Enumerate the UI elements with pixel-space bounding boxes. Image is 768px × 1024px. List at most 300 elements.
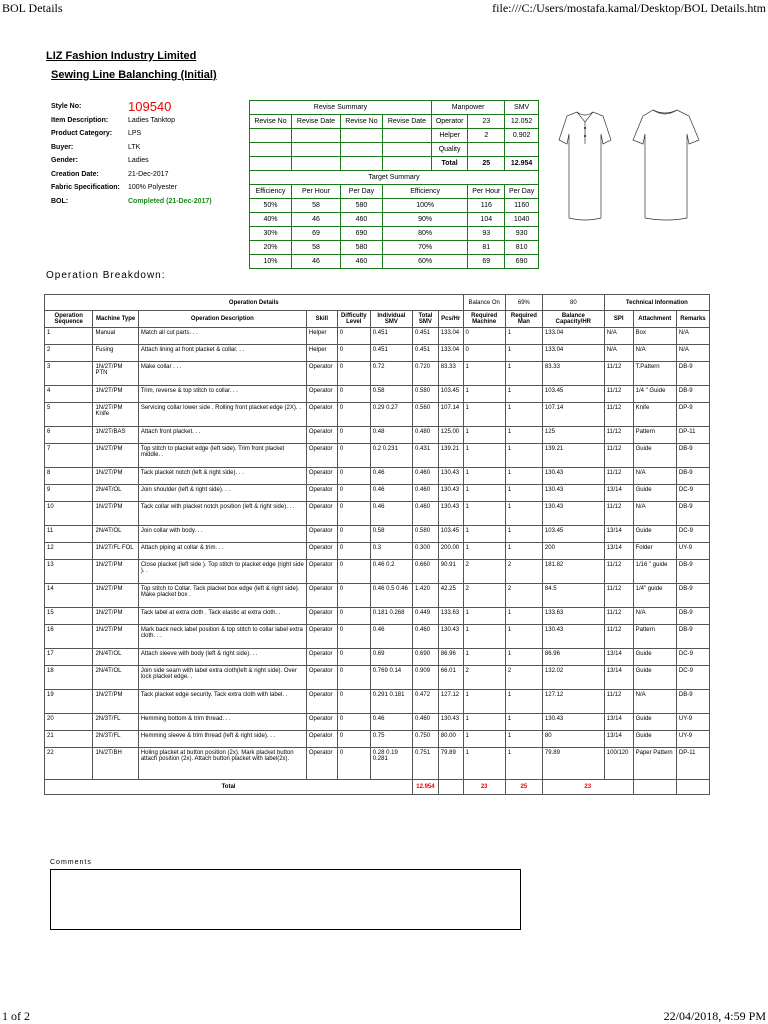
individual-smv-cell: 0.46 xyxy=(370,625,412,649)
req-man-cell: 1 xyxy=(505,502,542,526)
pcs-per-hr-cell: 86.96 xyxy=(438,649,463,666)
efficiency-header: Efficiency xyxy=(250,185,292,199)
difficulty-cell: 0 xyxy=(337,714,370,731)
op-seq-cell: 22 xyxy=(45,748,93,780)
table-row xyxy=(45,625,710,649)
col-header: Operation Sequence xyxy=(45,311,93,328)
attachment-cell: Guide xyxy=(633,666,676,690)
pcs-per-hr-cell: 103.45 xyxy=(438,386,463,403)
machine-type-cell: 1N/2T/PM xyxy=(93,584,138,608)
req-man-cell: 2 xyxy=(505,560,542,584)
shirt-front-sketch xyxy=(559,112,611,220)
total-smv-cell: 0.449 xyxy=(413,608,439,625)
col-header: Skill xyxy=(306,311,337,328)
info-label: BOL: xyxy=(51,197,69,205)
browser-title: BOL Details xyxy=(2,1,63,15)
info-row xyxy=(51,168,238,182)
skill-cell: Operator xyxy=(306,502,337,526)
skill-cell: Operator xyxy=(306,362,337,386)
difficulty-cell: 0 xyxy=(337,731,370,748)
op-description-cell: Tack label at extra cloth . Tack elastic at extra cloth. . xyxy=(138,608,306,625)
balance-capacity-cell: 130.43 xyxy=(542,468,604,485)
difficulty-cell: 0 xyxy=(337,649,370,666)
info-label: Style No: xyxy=(51,103,82,110)
target-per-day: 580 xyxy=(340,199,382,213)
target-per-hour: 93 xyxy=(468,227,505,241)
difficulty-cell: 0 xyxy=(337,328,370,345)
skill-cell: Operator xyxy=(306,690,337,714)
req-man-cell: 1 xyxy=(505,403,542,427)
target-eff: 20% xyxy=(250,241,292,255)
operator-smv: 12.052 xyxy=(505,115,539,129)
balance-capacity-cell: 181.82 xyxy=(542,560,604,584)
op-seq-cell: 19 xyxy=(45,690,93,714)
col-header: Required Man xyxy=(505,311,542,328)
table-row xyxy=(45,485,710,502)
op-description-cell: Attach sleeve with body (left & right side). . . xyxy=(138,649,306,666)
remarks-cell: DB-9 xyxy=(676,386,709,403)
total-smv-cell: 0.431 xyxy=(413,444,439,468)
op-seq-cell: 21 xyxy=(45,731,93,748)
individual-smv-cell: 0.69 xyxy=(370,649,412,666)
op-description-cell: Mark back neck label position & top stitch to collar label extra cloth. . . xyxy=(138,625,306,649)
total-smv-cell: 0.451 xyxy=(413,328,439,345)
target-per-hour: 46 xyxy=(292,255,341,269)
skill-cell: Helper xyxy=(306,328,337,345)
individual-smv-cell: 0.769 0.14 xyxy=(370,666,412,690)
table-row xyxy=(45,608,710,625)
remarks-cell: DB-9 xyxy=(676,690,709,714)
total-smv: 12.954 xyxy=(505,157,539,171)
total-smv-cell: 0.451 xyxy=(413,345,439,362)
balance-capacity-cell: 133.04 xyxy=(542,328,604,345)
req-machine-cell: 1 xyxy=(463,690,505,714)
target-per-hour: 81 xyxy=(468,241,505,255)
balance-value: 80 xyxy=(542,295,604,311)
difficulty-cell: 0 xyxy=(337,584,370,608)
machine-type-cell: 1N/2T/PM xyxy=(93,608,138,625)
per-hour-header: Per Hour xyxy=(292,185,341,199)
comments-label: Comments xyxy=(50,859,92,866)
col-header: Attachment xyxy=(633,311,676,328)
balance-capacity-cell: 103.45 xyxy=(542,526,604,543)
req-man-cell: 1 xyxy=(505,386,542,403)
info-value: Ladies Tanktop xyxy=(128,116,175,124)
req-machine-cell: 1 xyxy=(463,444,505,468)
remarks-cell: DC-9 xyxy=(676,649,709,666)
pcs-per-hr-cell: 80.00 xyxy=(438,731,463,748)
op-seq-cell: 13 xyxy=(45,560,93,584)
table-row xyxy=(45,690,710,714)
difficulty-cell: 0 xyxy=(337,625,370,649)
target-per-hour: 69 xyxy=(468,255,505,269)
info-row xyxy=(51,154,238,168)
balance-capacity-cell: 133.04 xyxy=(542,345,604,362)
machine-type-cell: Manual xyxy=(93,328,138,345)
table-row xyxy=(45,560,710,584)
pcs-per-hr-cell: 139.21 xyxy=(438,444,463,468)
req-machine-cell: 1 xyxy=(463,608,505,625)
print-datetime: 22/04/2018, 4:59 PM xyxy=(663,1009,766,1023)
table-row xyxy=(45,714,710,731)
skill-cell: Operator xyxy=(306,485,337,502)
balance-on-label: Balance On xyxy=(463,295,505,311)
individual-smv-cell: 0.291 0.181 xyxy=(370,690,412,714)
pcs-per-hr-cell: 200.00 xyxy=(438,543,463,560)
op-description-cell: Hemming bottom & trim thread. . . xyxy=(138,714,306,731)
req-machine-cell: 1 xyxy=(463,649,505,666)
remarks-cell: DB-9 xyxy=(676,362,709,386)
balance-capacity-cell: 125 xyxy=(542,427,604,444)
table-row xyxy=(45,649,710,666)
info-label: Item Description: xyxy=(51,116,109,124)
individual-smv-cell: 0.28 0.19 0.281 xyxy=(370,748,412,780)
table-row xyxy=(45,362,710,386)
req-man-cell: 2 xyxy=(505,584,542,608)
op-description-cell: Join side seam with label extra cloth(left & right side). Over lock placket edge. . xyxy=(138,666,306,690)
table-row xyxy=(45,731,710,748)
total-spi: 23 xyxy=(542,780,633,795)
target-row xyxy=(250,241,539,255)
spi-cell: 13/14 xyxy=(604,485,633,502)
req-machine-cell: 1 xyxy=(463,731,505,748)
pcs-per-hr-cell: 133.63 xyxy=(438,608,463,625)
machine-type-cell: 1N/2T/PM PTN xyxy=(93,362,138,386)
req-machine-cell: 1 xyxy=(463,427,505,444)
pcs-per-hr-cell: 130.43 xyxy=(438,625,463,649)
spi-cell: 13/14 xyxy=(604,649,633,666)
per-day-header: Per Day xyxy=(340,185,382,199)
pcs-per-hr-cell: 125.00 xyxy=(438,427,463,444)
machine-type-cell: 1N/2T/BAS xyxy=(93,427,138,444)
report-subtitle: Sewing Line Balanching (Initial) xyxy=(51,69,217,81)
req-man-cell: 1 xyxy=(505,608,542,625)
machine-type-cell: 1N/2T/PM xyxy=(93,386,138,403)
op-seq-cell: 10 xyxy=(45,502,93,526)
difficulty-cell: 0 xyxy=(337,526,370,543)
total-smv-cell: 0.720 xyxy=(413,362,439,386)
skill-cell: Operator xyxy=(306,748,337,780)
operation-breakdown-title: Operation Breakdown: xyxy=(46,270,166,281)
op-seq-cell: 5 xyxy=(45,403,93,427)
individual-smv-cell: 0.2 0.231 xyxy=(370,444,412,468)
req-man-cell: 1 xyxy=(505,345,542,362)
helper-count: 2 xyxy=(468,129,505,143)
browser-footer xyxy=(0,1008,768,1024)
bol-status: Completed (21-Dec-2017) xyxy=(128,197,212,205)
pcs-per-hr-cell: 130.43 xyxy=(438,714,463,731)
spi-cell: 11/12 xyxy=(604,625,633,649)
remarks-cell: N/A xyxy=(676,328,709,345)
individual-smv-cell: 0.48 xyxy=(370,427,412,444)
spi-cell: 11/12 xyxy=(604,468,633,485)
pcs-per-hr-cell: 107.14 xyxy=(438,403,463,427)
req-man-cell: 1 xyxy=(505,543,542,560)
spi-cell: 11/12 xyxy=(604,584,633,608)
balance-capacity-cell: 132.02 xyxy=(542,666,604,690)
op-description-cell: Join collar with body. . . xyxy=(138,526,306,543)
individual-smv-cell: 0.29 0.27 xyxy=(370,403,412,427)
machine-type-cell: 1N/2T/PM xyxy=(93,468,138,485)
operation-table xyxy=(44,294,710,795)
req-machine-cell: 1 xyxy=(463,386,505,403)
difficulty-cell: 0 xyxy=(337,485,370,502)
total-smv-cell: 0.480 xyxy=(413,427,439,444)
req-machine-cell: 1 xyxy=(463,362,505,386)
helper-smv: 0.902 xyxy=(505,129,539,143)
op-seq-cell: 11 xyxy=(45,526,93,543)
info-value: LPS xyxy=(128,130,142,137)
total-smv-cell: 0.750 xyxy=(413,731,439,748)
col-header: Pcs/Hr xyxy=(438,311,463,328)
spi-cell: 11/12 xyxy=(604,502,633,526)
op-seq-cell: 20 xyxy=(45,714,93,731)
col-header: Remarks xyxy=(676,311,709,328)
target-per-hour: 116 xyxy=(468,199,505,213)
balance-capacity-cell: 127.12 xyxy=(542,690,604,714)
op-seq-cell: 2 xyxy=(45,345,93,362)
individual-smv-cell: 0.46 xyxy=(370,485,412,502)
helper-label: Helper xyxy=(431,129,467,143)
info-label: Product Category: xyxy=(51,130,113,137)
attachment-cell: 1/4 " Guide xyxy=(633,386,676,403)
machine-type-cell: Fusing xyxy=(93,345,138,362)
spi-cell: 11/12 xyxy=(604,427,633,444)
difficulty-cell: 0 xyxy=(337,345,370,362)
pcs-per-hr-cell: 103.45 xyxy=(438,526,463,543)
machine-type-cell: 2N/4T/OL xyxy=(93,666,138,690)
operator-count: 23 xyxy=(468,115,505,129)
company-name: LIZ Fashion Industry Limited xyxy=(46,50,197,62)
balance-capacity-cell: 86.96 xyxy=(542,649,604,666)
table-row xyxy=(45,468,710,485)
balance-capacity-cell: 83.33 xyxy=(542,362,604,386)
difficulty-cell: 0 xyxy=(337,427,370,444)
req-machine-cell: 2 xyxy=(463,584,505,608)
req-man-cell: 1 xyxy=(505,748,542,780)
req-machine-cell: 1 xyxy=(463,714,505,731)
individual-smv-cell: 0.46 xyxy=(370,502,412,526)
target-per-day: 1160 xyxy=(505,199,539,213)
summary-table xyxy=(249,100,539,269)
manpower-header: Manpower xyxy=(431,101,504,115)
balance-capacity-cell: 130.43 xyxy=(542,485,604,502)
remarks-cell: DB-9 xyxy=(676,625,709,649)
op-description-cell: Close placket (left side ). Top stitch to placket edge (right side ). . xyxy=(138,560,306,584)
individual-smv-cell: 0.3 xyxy=(370,543,412,560)
op-description-cell: Servicing collar lower side . Rolling front placket edge (2X). . xyxy=(138,403,306,427)
target-eff: 70% xyxy=(382,241,467,255)
remarks-cell: DP-9 xyxy=(676,403,709,427)
difficulty-cell: 0 xyxy=(337,748,370,780)
machine-type-cell: 1N/2T/PM xyxy=(93,690,138,714)
table-row xyxy=(45,444,710,468)
difficulty-cell: 0 xyxy=(337,502,370,526)
attachment-cell: Guide xyxy=(633,731,676,748)
attachment-cell: Guide xyxy=(633,526,676,543)
info-row xyxy=(51,100,238,114)
req-machine-cell: 1 xyxy=(463,403,505,427)
attachment-cell: Guide xyxy=(633,444,676,468)
skill-cell: Helper xyxy=(306,345,337,362)
attachment-cell: Knife xyxy=(633,403,676,427)
pcs-per-hr-cell: 66.01 xyxy=(438,666,463,690)
op-seq-cell: 3 xyxy=(45,362,93,386)
machine-type-cell: 1N/2T/FL FOL xyxy=(93,543,138,560)
operator-label: Operator xyxy=(431,115,467,129)
total-smv-cell: 0.472 xyxy=(413,690,439,714)
balance-capacity-cell: 107.14 xyxy=(542,403,604,427)
attachment-cell: Folder xyxy=(633,543,676,560)
info-row xyxy=(51,181,238,195)
target-eff: 60% xyxy=(382,255,467,269)
info-row xyxy=(51,195,238,209)
technical-info-header: Technical Information xyxy=(604,295,709,311)
spi-cell: 11/12 xyxy=(604,560,633,584)
target-per-hour: 58 xyxy=(292,199,341,213)
col-header: Difficulty Level xyxy=(337,311,370,328)
attachment-cell: Box xyxy=(633,328,676,345)
revise-no-header: Revise No xyxy=(340,115,382,129)
spi-cell: N/A xyxy=(604,345,633,362)
table-row xyxy=(45,345,710,362)
op-description-cell: Attach lining at front placket & collar. . . xyxy=(138,345,306,362)
req-man-cell: 1 xyxy=(505,690,542,714)
op-description-cell: Attach front placket. . . xyxy=(138,427,306,444)
difficulty-cell: 0 xyxy=(337,543,370,560)
req-man-cell: 1 xyxy=(505,468,542,485)
skill-cell: Operator xyxy=(306,543,337,560)
op-description-cell: Join shoulder (left & right side). . . xyxy=(138,485,306,502)
balance-capacity-cell: 133.63 xyxy=(542,608,604,625)
machine-type-cell: 1N/2T/PM xyxy=(93,502,138,526)
individual-smv-cell: 0.46 0.2 xyxy=(370,560,412,584)
op-seq-cell: 7 xyxy=(45,444,93,468)
req-man-cell: 1 xyxy=(505,427,542,444)
skill-cell: Operator xyxy=(306,649,337,666)
balance-capacity-cell: 130.43 xyxy=(542,502,604,526)
info-value: 100% Polyester xyxy=(128,184,178,191)
total-label: Total xyxy=(45,780,413,795)
target-per-day: 460 xyxy=(340,213,382,227)
machine-type-cell: 2N/3T/FL xyxy=(93,731,138,748)
col-header: Machine Type xyxy=(93,311,138,328)
target-eff: 100% xyxy=(382,199,467,213)
spi-cell: 11/12 xyxy=(604,444,633,468)
comments-box[interactable] xyxy=(50,869,521,930)
smv-header: SMV xyxy=(505,101,539,115)
col-header: Operation Description xyxy=(138,311,306,328)
op-seq-cell: 12 xyxy=(45,543,93,560)
info-value: 21-Dec-2017 xyxy=(128,170,169,178)
col-header: Balance Capacity/HR xyxy=(542,311,604,328)
difficulty-cell: 0 xyxy=(337,403,370,427)
operation-rows xyxy=(45,328,710,780)
spi-cell: 13/14 xyxy=(604,731,633,748)
target-eff: 80% xyxy=(382,227,467,241)
skill-cell: Operator xyxy=(306,386,337,403)
total-label: Total xyxy=(431,157,467,171)
individual-smv-cell: 0.46 xyxy=(370,714,412,731)
table-row xyxy=(45,386,710,403)
spi-cell: 100/120 xyxy=(604,748,633,780)
target-row xyxy=(250,255,539,269)
op-description-cell: Match all cut parts. . . xyxy=(138,328,306,345)
remarks-cell: UY-9 xyxy=(676,543,709,560)
individual-smv-cell: 0.58 xyxy=(370,386,412,403)
pcs-per-hr-cell: 127.12 xyxy=(438,690,463,714)
table-row xyxy=(45,543,710,560)
balance-capacity-cell: 130.43 xyxy=(542,625,604,649)
revise-date-header: Revise Date xyxy=(292,115,341,129)
remarks-cell: DP-11 xyxy=(676,427,709,444)
req-man-cell: 1 xyxy=(505,526,542,543)
total-smv-cell: 0.460 xyxy=(413,625,439,649)
target-per-day: 580 xyxy=(340,241,382,255)
skill-cell: Operator xyxy=(306,560,337,584)
spi-cell: 13/14 xyxy=(604,543,633,560)
info-row xyxy=(51,114,238,128)
req-machine-cell: 0 xyxy=(463,345,505,362)
target-per-hour: 104 xyxy=(468,213,505,227)
total-smv-cell: 0.560 xyxy=(413,403,439,427)
revise-date-header: Revise Date xyxy=(382,115,431,129)
op-seq-cell: 17 xyxy=(45,649,93,666)
req-man-cell: 2 xyxy=(505,666,542,690)
target-per-day: 930 xyxy=(505,227,539,241)
table-row xyxy=(45,502,710,526)
total-smv: 12.954 xyxy=(413,780,439,795)
total-smv-cell: 1.420 xyxy=(413,584,439,608)
total-count: 25 xyxy=(468,157,505,171)
op-description-cell: Tack placket edge security. Tack extra cloth with label. . xyxy=(138,690,306,714)
total-smv-cell: 0.580 xyxy=(413,526,439,543)
attachment-cell: T.Pattern xyxy=(633,362,676,386)
skill-cell: Operator xyxy=(306,608,337,625)
skill-cell: Operator xyxy=(306,444,337,468)
machine-type-cell: 2N/4T/OL xyxy=(93,485,138,502)
remarks-cell: DB-9 xyxy=(676,560,709,584)
machine-type-cell: 1N/2T/PM Knife xyxy=(93,403,138,427)
req-man-cell: 1 xyxy=(505,714,542,731)
remarks-cell: DB-9 xyxy=(676,502,709,526)
info-label: Fabric Specification: xyxy=(51,184,120,191)
skill-cell: Operator xyxy=(306,584,337,608)
pcs-per-hr-cell: 83.33 xyxy=(438,362,463,386)
op-description-cell: Make collar . . . xyxy=(138,362,306,386)
attachment-cell: N/A xyxy=(633,345,676,362)
difficulty-cell: 0 xyxy=(337,468,370,485)
target-eff: 30% xyxy=(250,227,292,241)
difficulty-cell: 0 xyxy=(337,690,370,714)
revise-summary-header: Revise Summary xyxy=(250,101,432,115)
req-machine-cell: 1 xyxy=(463,485,505,502)
target-per-hour: 46 xyxy=(292,213,341,227)
op-seq-cell: 15 xyxy=(45,608,93,625)
spi-cell: 13/14 xyxy=(604,714,633,731)
target-row xyxy=(250,213,539,227)
difficulty-cell: 0 xyxy=(337,666,370,690)
browser-url[interactable]: file:///C:/Users/mostafa.kamal/Desktop/BOL Details.htm xyxy=(492,1,766,15)
total-smv-cell: 0.660 xyxy=(413,560,439,584)
target-summary-header: Target Summary xyxy=(250,171,539,185)
op-seq-cell: 4 xyxy=(45,386,93,403)
spi-cell: N/A xyxy=(604,328,633,345)
pcs-per-hr-cell: 130.43 xyxy=(438,502,463,526)
total-smv-cell: 0.460 xyxy=(413,714,439,731)
target-row xyxy=(250,199,539,213)
remarks-cell: UY-9 xyxy=(676,714,709,731)
